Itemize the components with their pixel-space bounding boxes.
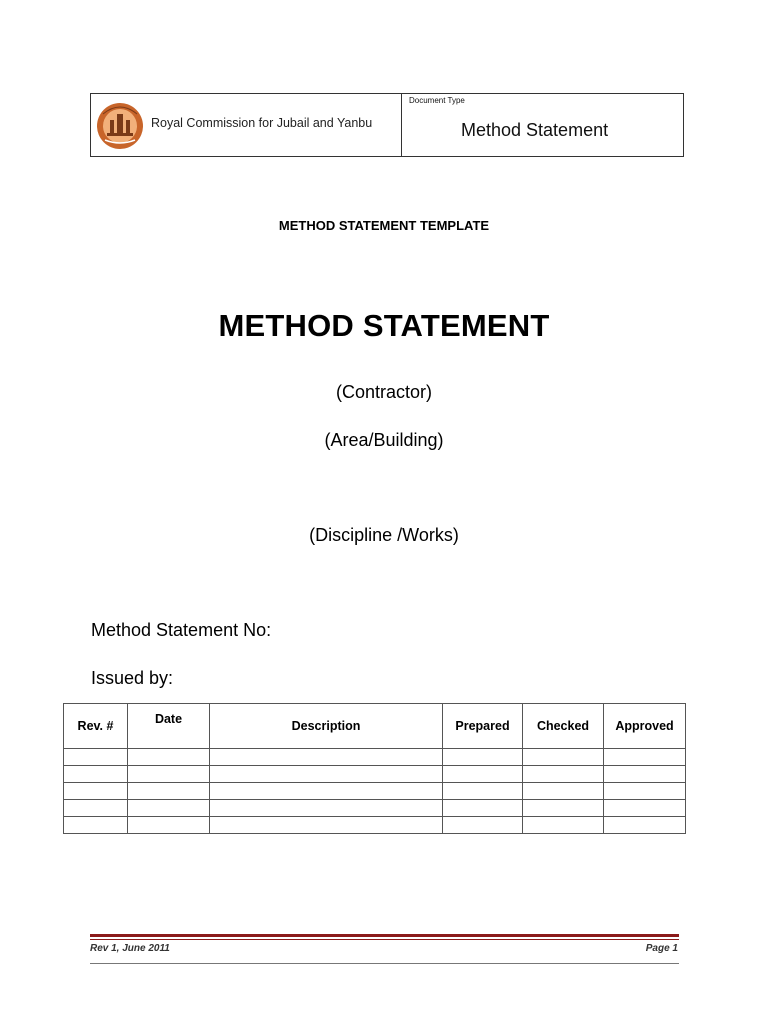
table-cell [604, 800, 686, 817]
column-header-date: Date [128, 704, 210, 749]
table-row [64, 766, 686, 783]
contractor-placeholder: (Contractor) [335, 382, 433, 402]
table-cell [443, 766, 523, 783]
footer-page-number: Page 1 [645, 943, 678, 954]
revision-table-header-row [64, 704, 686, 749]
method-statement-no-label: Method Statement No: [91, 620, 272, 640]
column-header-checked: Checked [523, 704, 604, 749]
table-cell [64, 749, 128, 766]
column-header-approved: Approved [604, 704, 686, 749]
table-cell [523, 766, 604, 783]
area-building-placeholder: (Area/Building) [324, 430, 444, 450]
column-header-rev: Rev. # [64, 704, 128, 749]
table-cell [128, 817, 210, 834]
table-cell [523, 749, 604, 766]
table-cell [128, 783, 210, 800]
table-row [64, 749, 686, 766]
organization-cell [91, 94, 402, 156]
footer-bottom-rule [90, 963, 679, 964]
table-cell [443, 817, 523, 834]
footer-revision: Rev 1, June 2011 [90, 943, 170, 954]
table-cell [64, 817, 128, 834]
document-type-label: Document Type [409, 96, 465, 105]
table-cell [64, 783, 128, 800]
royal-commission-emblem-icon [95, 100, 145, 150]
column-header-description: Description [210, 704, 443, 749]
revision-table [63, 703, 686, 834]
table-cell [604, 783, 686, 800]
table-cell [604, 817, 686, 834]
table-cell [210, 800, 443, 817]
table-row [64, 817, 686, 834]
table-cell [210, 783, 443, 800]
table-cell [523, 800, 604, 817]
document-header [90, 93, 684, 157]
table-cell [128, 800, 210, 817]
table-cell [210, 766, 443, 783]
organization-name: Royal Commission for Jubail and Yanbu [151, 116, 373, 130]
table-cell [443, 749, 523, 766]
table-cell [523, 783, 604, 800]
issued-by-label: Issued by: [91, 668, 174, 688]
table-row [64, 783, 686, 800]
table-cell [210, 817, 443, 834]
table-cell [64, 766, 128, 783]
table-cell [604, 749, 686, 766]
table-cell [128, 749, 210, 766]
table-cell [128, 766, 210, 783]
table-cell [604, 766, 686, 783]
table-cell [210, 749, 443, 766]
document-type-cell [402, 94, 683, 156]
discipline-works-placeholder: (Discipline /Works) [309, 525, 459, 545]
page-title: METHOD STATEMENT [218, 308, 550, 343]
table-cell [443, 800, 523, 817]
table-cell [443, 783, 523, 800]
footer-divider-thin [90, 939, 679, 940]
template-title: METHOD STATEMENT TEMPLATE [278, 218, 490, 233]
document-type-value: Method Statement [461, 120, 609, 140]
column-header-prepared: Prepared [443, 704, 523, 749]
table-cell [64, 800, 128, 817]
footer-divider [90, 934, 679, 937]
table-cell [523, 817, 604, 834]
table-row [64, 800, 686, 817]
